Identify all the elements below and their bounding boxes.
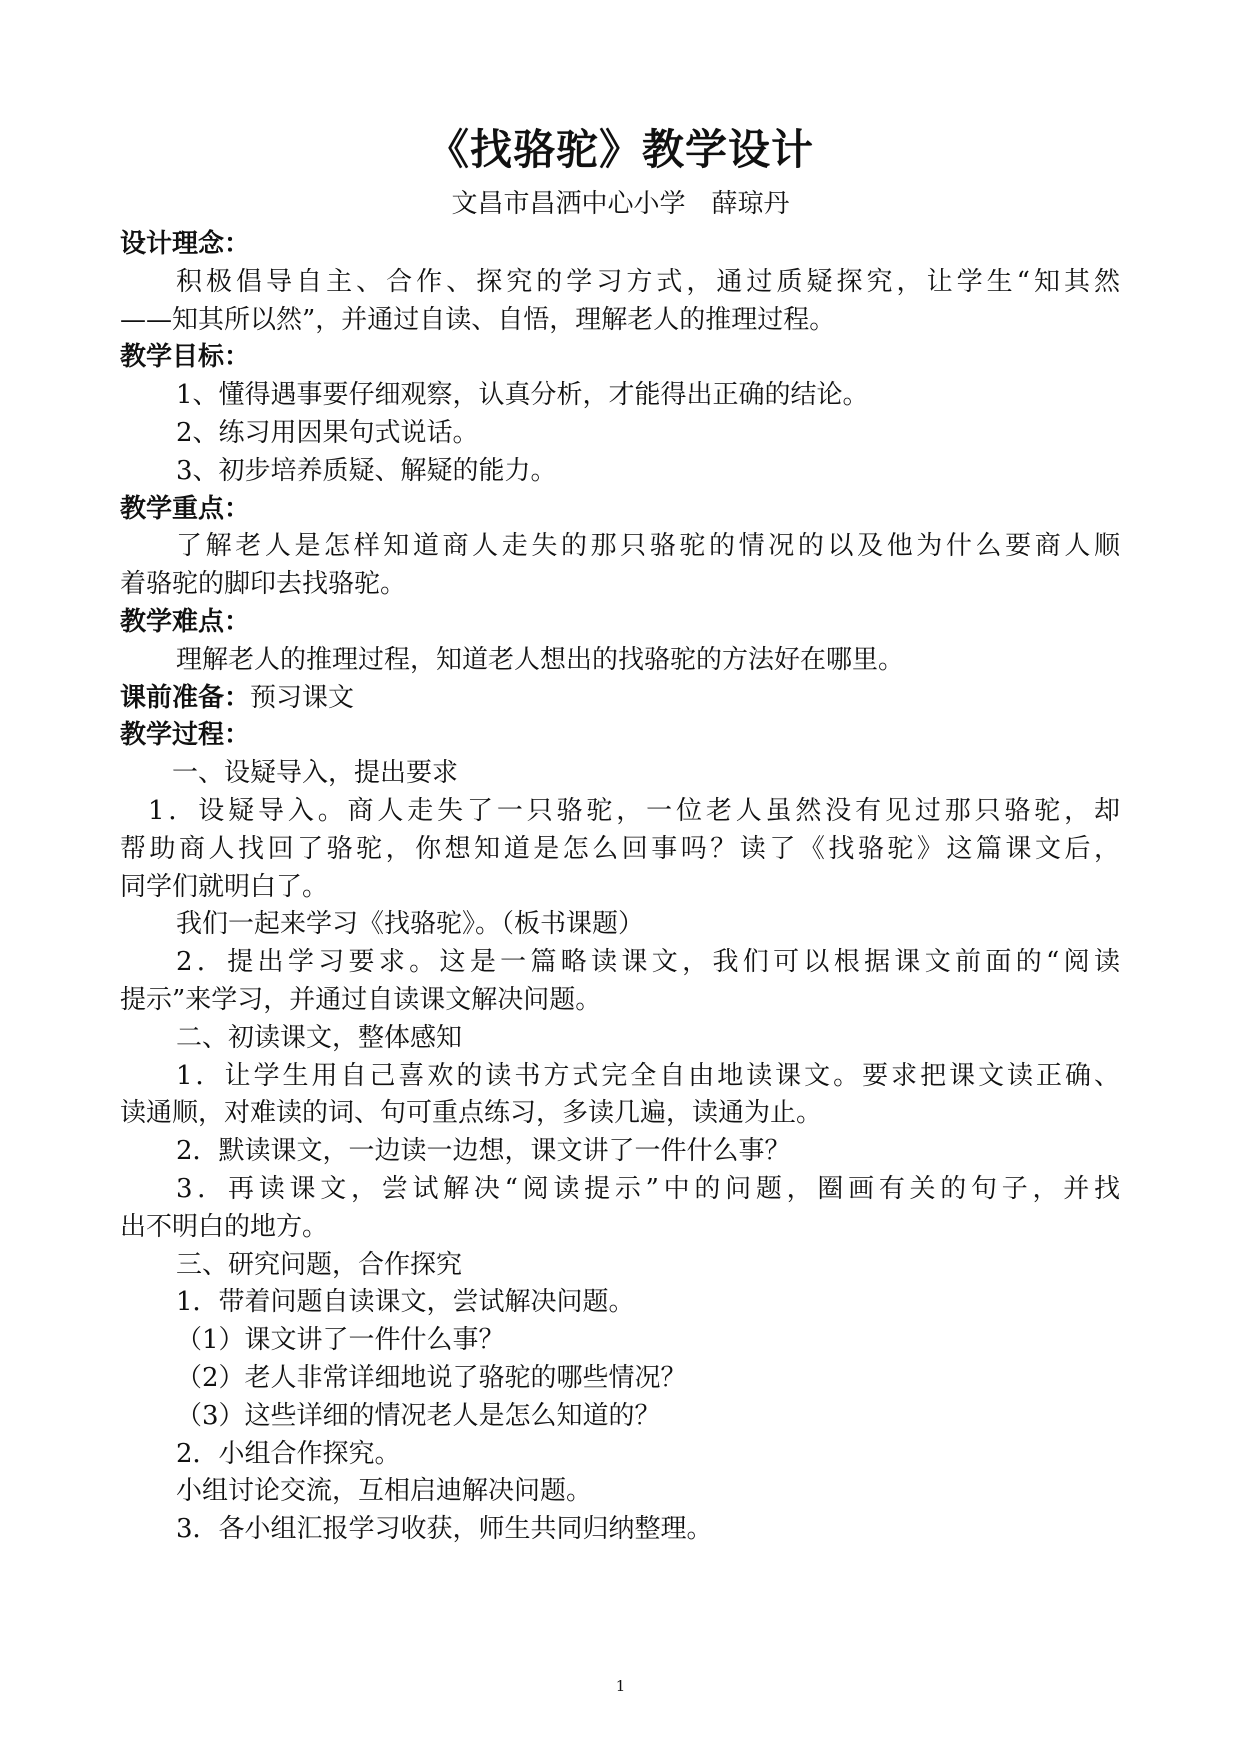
process-line: 2．默读课文，一边读一边想，课文讲了一件什么事？ <box>176 1136 791 1167</box>
process-line: 小组讨论交流，互相启迪解决问题。 <box>176 1476 593 1507</box>
process-line: 提示”来学习，并通过自读课文解决问题。 <box>120 984 602 1015</box>
document-author: 文昌市昌洒中心小学 薛琼丹 <box>451 189 790 219</box>
objective-item: 1、懂得遇事要仔细观察，认真分析，才能得出正确的结论。 <box>176 380 869 411</box>
preparation-value: 预习课文 <box>250 682 355 713</box>
process-line: 1．设疑导入。商人走失了一只骆驼，一位老人虽然没有见过那只骆驼，却 <box>148 795 1120 826</box>
process-line: 2．小组合作探究。 <box>176 1438 401 1469</box>
section-heading-process: 教学过程： <box>120 720 251 751</box>
objective-item: 3、初步培养质疑、解疑的能力。 <box>176 455 557 486</box>
paragraph-line: 理解老人的推理过程，知道老人想出的找骆驼的方法好在哪里。 <box>176 644 905 675</box>
process-step-heading: 一、设疑导入，提出要求 <box>172 758 459 789</box>
paragraph-line: 了解老人是怎样知道商人走失的那只骆驼的情况的以及他为什么要商人顺 <box>176 531 1120 562</box>
process-line: 读通顺，对难读的词、句可重点练习，多读几遍，读通为止。 <box>120 1098 823 1129</box>
section-heading-design-concept: 设计理念： <box>120 229 251 259</box>
process-step-heading: 三、研究问题，合作探究 <box>176 1249 463 1280</box>
process-line: 3．再读课文，尝试解决“阅读提示”中的问题，圈画有关的句子，并找 <box>176 1173 1120 1204</box>
process-line: 1．让学生用自己喜欢的读书方式完全自由地读课文。要求把课文读正确、 <box>176 1060 1120 1091</box>
process-question: （3）这些详细的情况老人是怎么知道的？ <box>176 1400 661 1431</box>
paragraph-line: 积极倡导自主、合作、探究的学习方式，通过质疑探究，让学生“知其然 <box>176 266 1120 297</box>
section-heading-difficulties: 教学难点： <box>120 606 251 637</box>
section-heading-key-points: 教学重点： <box>120 493 251 524</box>
section-preparation <box>120 680 1120 718</box>
process-line: 3．各小组汇报学习收获，师生共同归纳整理。 <box>176 1514 713 1545</box>
process-line: 1．带着问题自读课文，尝试解决问题。 <box>176 1287 635 1318</box>
section-heading-preparation: 课前准备： <box>120 682 251 713</box>
section-heading-objectives: 教学目标： <box>120 342 251 373</box>
process-step-heading: 二、初读课文，整体感知 <box>176 1022 463 1053</box>
process-line: 帮助商人找回了骆驼，你想知道是怎么回事吗？读了《找骆驼》这篇课文后， <box>120 833 1120 864</box>
paragraph-line: ——知其所以然”，并通过自读、自悟，理解老人的推理过程。 <box>120 304 836 335</box>
process-line: 我们一起来学习《找骆驼》。（板书课题） <box>176 909 645 940</box>
process-line: 同学们就明白了。 <box>120 871 329 902</box>
process-question: （1）课文讲了一件什么事？ <box>176 1325 505 1356</box>
process-question: （2）老人非常详细地说了骆驼的哪些情况？ <box>176 1362 687 1393</box>
process-line: 出不明白的地方。 <box>120 1211 329 1242</box>
process-line: 2．提出学习要求。这是一篇略读课文，我们可以根据课文前面的“阅读 <box>176 947 1120 978</box>
paragraph-line: 着骆驼的脚印去找骆驼。 <box>120 569 407 600</box>
document-body <box>120 226 1120 1549</box>
page-number: 1 <box>615 1677 626 1695</box>
objective-item: 2、练习用因果句式说话。 <box>176 417 479 448</box>
document-title: 《找骆驼》教学设计 <box>426 125 814 174</box>
